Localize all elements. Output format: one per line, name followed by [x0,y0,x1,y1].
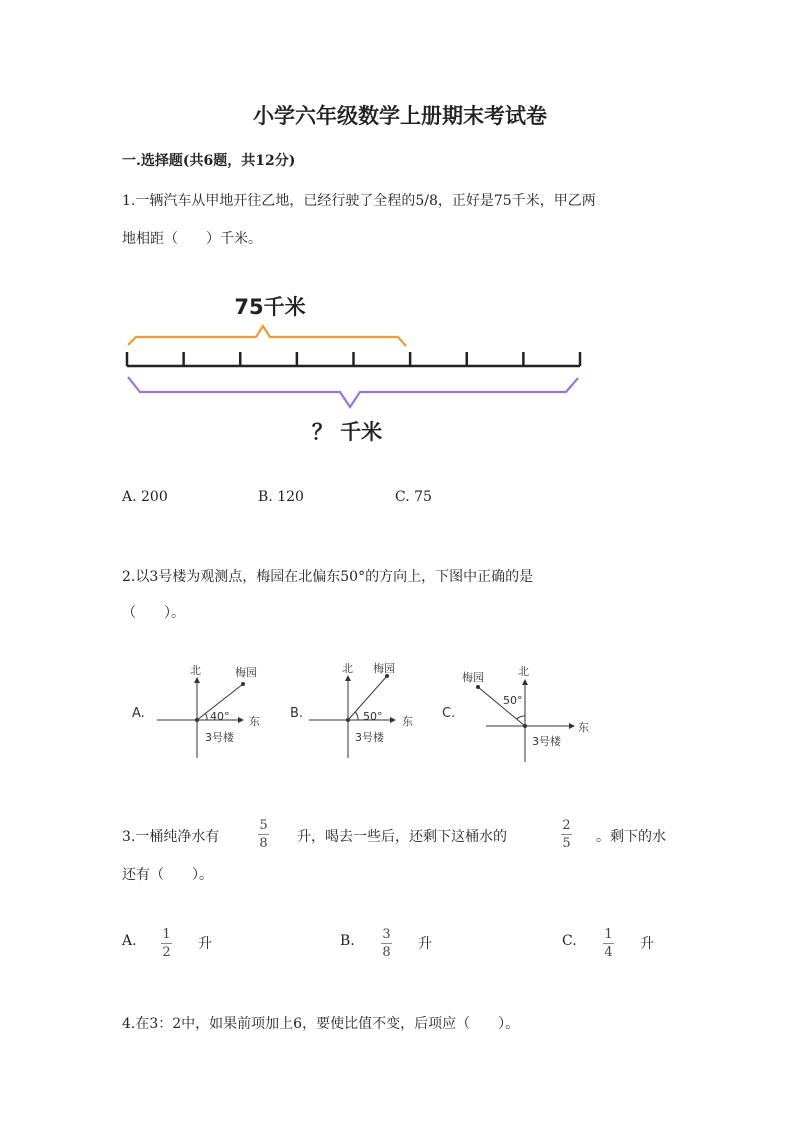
svg-text:东: 东 [578,721,589,734]
svg-text:北: 北 [342,662,353,675]
svg-text:东: 东 [249,715,260,728]
svg-text:A.: A. [132,706,145,721]
diagram-b [290,661,413,758]
svg-text:北: 北 [190,664,201,677]
orange-brace [128,326,406,346]
svg-text:梅园: 梅园 [373,662,395,675]
option-a-letter: A. [122,933,137,949]
fraction-5-8: 5 8 [259,818,268,851]
total-distance-label: ？ 千米 [311,420,383,444]
option-c-unit: 升 [640,936,654,952]
question-1-text-cont: 地相距（ ）千米。 [122,231,262,247]
question-3-text-cont: 还有（ ）。 [122,867,213,883]
svg-text:50°: 50° [363,710,383,723]
q2-direction-diagrams [0,640,800,770]
svg-text:B.: B. [290,706,304,721]
svg-text:东: 东 [402,715,413,728]
option-a: A. 200 [122,489,168,505]
option-b-fraction: 3 8 [382,927,391,960]
purple-brace [128,377,578,407]
svg-text:北: 北 [518,665,529,678]
option-b: B. 120 [258,489,304,505]
question-3-text-mid: 升，喝去一些后，还剩下这桶水的 [297,829,507,845]
fraction-2-5: 2 5 [562,818,571,851]
svg-text:梅园: 梅园 [462,671,484,684]
question-4-text: 4.在3：2中，如果前项加上6，要使比值不变，后项应（ ）。 [122,1016,520,1032]
known-distance-label: 75千米 [234,295,306,319]
page-title: 小学六年级数学上册期末考试卷 [253,103,547,128]
question-2-text-cont: （ ）。 [122,605,185,621]
option-a-unit: 升 [198,936,212,952]
svg-text:50°: 50° [503,694,523,707]
diagram-a [132,664,260,758]
option-b-unit: 升 [418,936,432,952]
svg-text:C.: C. [442,706,456,721]
option-c-letter: C. [562,933,577,949]
svg-text:3号楼: 3号楼 [355,731,384,744]
option-a-fraction: 1 2 [162,927,171,960]
svg-text:梅园: 梅园 [235,666,257,679]
question-2-text: 2.以3号楼为观测点，梅园在北偏东50°的方向上，下图中正确的是 [122,569,534,585]
section-heading: 一.选择题(共6题，共12分) [122,153,296,169]
diagram-c [442,665,589,762]
option-c: C. 75 [395,489,432,505]
tick-marks [127,352,580,366]
option-b-letter: B. [340,933,355,949]
q1-line-segment-diagram [0,0,800,460]
option-c-fraction: 1 4 [604,927,613,960]
question-3-text: 3.一桶纯净水有 [122,829,220,845]
question-3-text-end: 。剩下的水 [596,829,666,845]
question-1-text: 1.一辆汽车从甲地开往乙地，已经行驶了全程的5/8，正好是75千米，甲乙两 [122,193,596,209]
svg-text:40°: 40° [210,710,230,723]
svg-text:3号楼: 3号楼 [205,731,234,744]
svg-text:3号楼: 3号楼 [532,735,561,748]
